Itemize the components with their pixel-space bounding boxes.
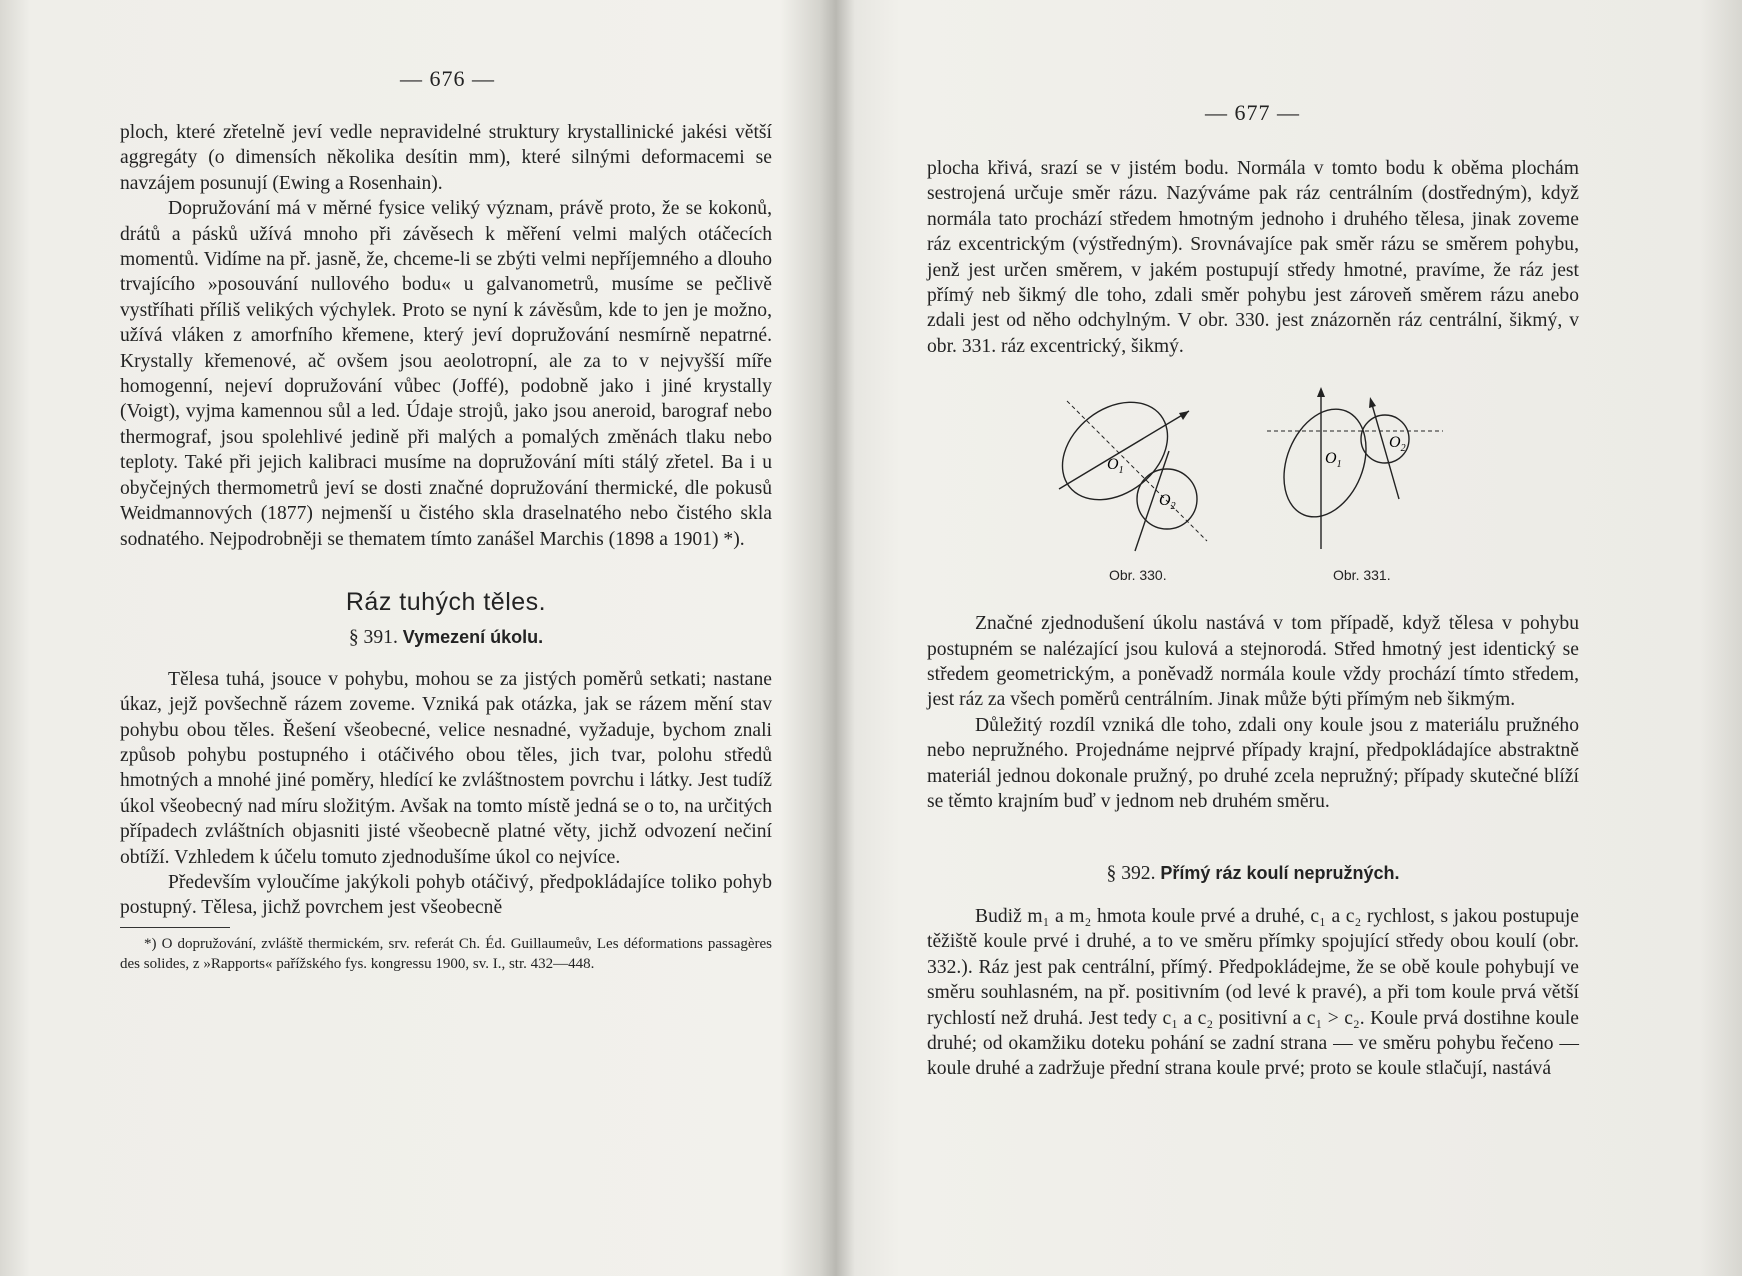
section-number: § 391. bbox=[348, 627, 398, 649]
figure-331-drawing bbox=[1267, 381, 1457, 561]
figure-caption: Obr. 331. bbox=[1333, 567, 1391, 584]
section-heading bbox=[927, 861, 1579, 886]
figure-331 bbox=[1267, 381, 1457, 584]
paragraph: Tělesa tuhá, jsouce v pohybu, mohou se za jistých poměrů setkati; nastane úkaz, jejž povšechně rázem zoveme. Vzniká pak otázka, jak se rázem mění stav pohybu obou těles. Řešení všeobecné, velice nesnadné, vyžaduje, bychom znali způsob pohybu postupného i otáčivého obou těles, jich tvar, polohu středů hmotných a mnohé jiné poměry, hledící ke zvláštnostem povrchu i látky. Jest tudíž úkol všeobecný nad míru složitým. Avšak na tomto místě jedná se o to, na určitých případech zvláštních objasniti jisté všeobecně platné věty, jichž odvození nečiní obtíží. Vzhledem k účelu tomuto zjednodušíme úkol co nejvíce. bbox=[120, 668, 772, 868]
right-text-column bbox=[927, 156, 1579, 1082]
figure-330 bbox=[1047, 381, 1217, 584]
paragraph: Především vyloučíme jakýkoli pohyb otáčivý, předpokládajíce toliko pohyb postupný. Tělesa, jichž povrchem jest všeobecně bbox=[120, 871, 772, 919]
left-page bbox=[0, 0, 835, 1276]
section-heading bbox=[120, 625, 772, 650]
paragraph: Důležitý rozdíl vzniká dle toho, zdali ony koule jsou z materiálu pružného nebo nepružného. Projednáme nejprvé případy krajní, předpokládajíce abstraktně materiál jednou dokonale pružný, po druhé zcela nepružný; případy skutečné blíží se těmto krajním buď v jednom neb druhém směru. bbox=[927, 714, 1579, 813]
paragraph: ploch, které zřetelně jeví vedle nepravidelné struktury krystallinické jakési větší aggregáty (o dimensích několika desítin mm), které silnými deformacemi se navzájem posunují (Ewing a Rosenhain). bbox=[120, 122, 772, 194]
chapter-heading: Ráz tuhých těles. bbox=[345, 587, 547, 616]
label-o2: $O_2$ bbox=[1159, 492, 1176, 513]
figure-caption: Obr. 330. bbox=[1109, 567, 1167, 584]
footnote-rule bbox=[120, 927, 230, 928]
arrow-head bbox=[1179, 411, 1189, 420]
paragraph: Budiž m₁ a m₂ hmota koule prvé a druhé, c₁ a c₂ rychlost, s jakou postupuje těžiště koule prvé i druhé, a to ve směru přímky spojující středy obou koulí (obr. 332.). Ráz jest pak centrální, přímý. Předpokládejme, že se obě koule pohybují ve směru souhlasném, na př. positivním (od levé k pravé), a při tom koule prvá větší rychlostí než druhá. Jest tedy c₁ a c₂ positivní a c₁ > c₂. Koule prvá dostihne koule druhé; od okamžiku doteku pohání se zadní strana — ve směru pohybu řečeno — koule druhé a zadržuje přední strana koule prvé; proto se koule stlačují, nastává bbox=[927, 905, 1579, 1080]
right-page bbox=[855, 0, 1742, 1276]
left-text-column bbox=[120, 120, 772, 974]
arrow-head bbox=[1369, 397, 1376, 408]
page-number: — 676 — bbox=[400, 66, 495, 91]
footnote: *) O dopružování, zvláště thermickém, srv. referát Ch. Éd. Guillaumeův, Les déformations passagères des solides, z »Rapports« pařížského fys. kongressu 1900, sv. I., str. 432—448. bbox=[120, 935, 772, 972]
label-o2: $O_2$ bbox=[1389, 434, 1406, 455]
page-number: — 677 — bbox=[1205, 100, 1300, 125]
section-title: Vymezení úkolu. bbox=[402, 627, 544, 648]
paragraph: plocha křivá, srazí se v jistém bodu. Normála v tomto bodu k oběma plochám sestrojená určuje směr rázu. Nazýváme pak ráz centrálním (dostředným), když normála tato prochází středem hmotným jednoho i druhého tělesa, jinak zoveme ráz excentrickým (výstředným). Srovnávajíce pak směr rázu se směrem pohybu, jenž jest určen směrem, v jakém postupují středy hmotné, pravíme, že ráz jest přímý neb šikmý dle toho, zdali směr pohybu jest zároveň směrem rázu anebo zdali jest od něho odchylným. V obr. 330. jest znázorněn ráz centrální, šikmý, v obr. 331. ráz excentrický, šikmý. bbox=[927, 158, 1579, 357]
section-number: § 392. bbox=[1106, 862, 1156, 884]
section-title: Přímý ráz koulí nepružných. bbox=[1160, 862, 1400, 883]
label-o1: $O_1$ bbox=[1107, 456, 1124, 477]
figures bbox=[927, 381, 1579, 591]
paragraph: Dopružování má v měrné fysice veliký význam, právě proto, že se kokonů, drátů a pásků užívá mnoho při závěsech k měření velmi malých otáčecích momentů. Vidíme na př. jasně, že, chceme-li se zbýti velmi nepříjemného a dlouho trvajícího »posouvání nullového bodu« u galvanometrů, musíme se pečlivě vystříhati příliš velikých výchylek. Proto se nyní k závěsům, kde to jen je možno, užívá vláken z amorfního křemene, který jeví dopružování nesmírně nepatrné. Krystally křemenové, ač ovšem jsou aeolotropní, ale za to v nejvyšší míře homogenní, nejeví dopružování vůbec (Joffé), podobně jako i jiné krystally (Voigt), vyjma kamennou sůl a led. Údaje strojů, jako jsou aneroid, barograf nebo thermograf, jsou spolehlivé jedině při malých a pomalých změnách tlaku nebo teploty. Také při jejich kalibraci musíme na dopružování míti stálý zřetel. Ba i u obyčejných thermometrů jeví se dosti značné dopružování thermické, dle pokusů Weidmannových (1877) nejmenší u čistého skla draselnatého nebo čistého skla sodnatého. Nejpodrobněji se thematem tímto zanášel Marchis (1898 a 1901) *). bbox=[120, 198, 772, 550]
circle-body-2 bbox=[1361, 415, 1409, 463]
paragraph: Značné zjednodušení úkolu nastává v tom případě, když tělesa v pohybu postupném se nalézající jsou kulová a stejnorodá. Střed hmotný jest identický se středem geometrickým, a poněvadž normála koule vždy prochází tímto středem, jest ráz za všech poměrů centrálním. Jinak může býti přímým neb šikmým. bbox=[927, 613, 1579, 711]
figure-330-drawing bbox=[1047, 381, 1217, 561]
arrow-head bbox=[1317, 387, 1325, 397]
label-o1: $O_1$ bbox=[1325, 450, 1342, 471]
motion-direction-line bbox=[1059, 411, 1189, 489]
